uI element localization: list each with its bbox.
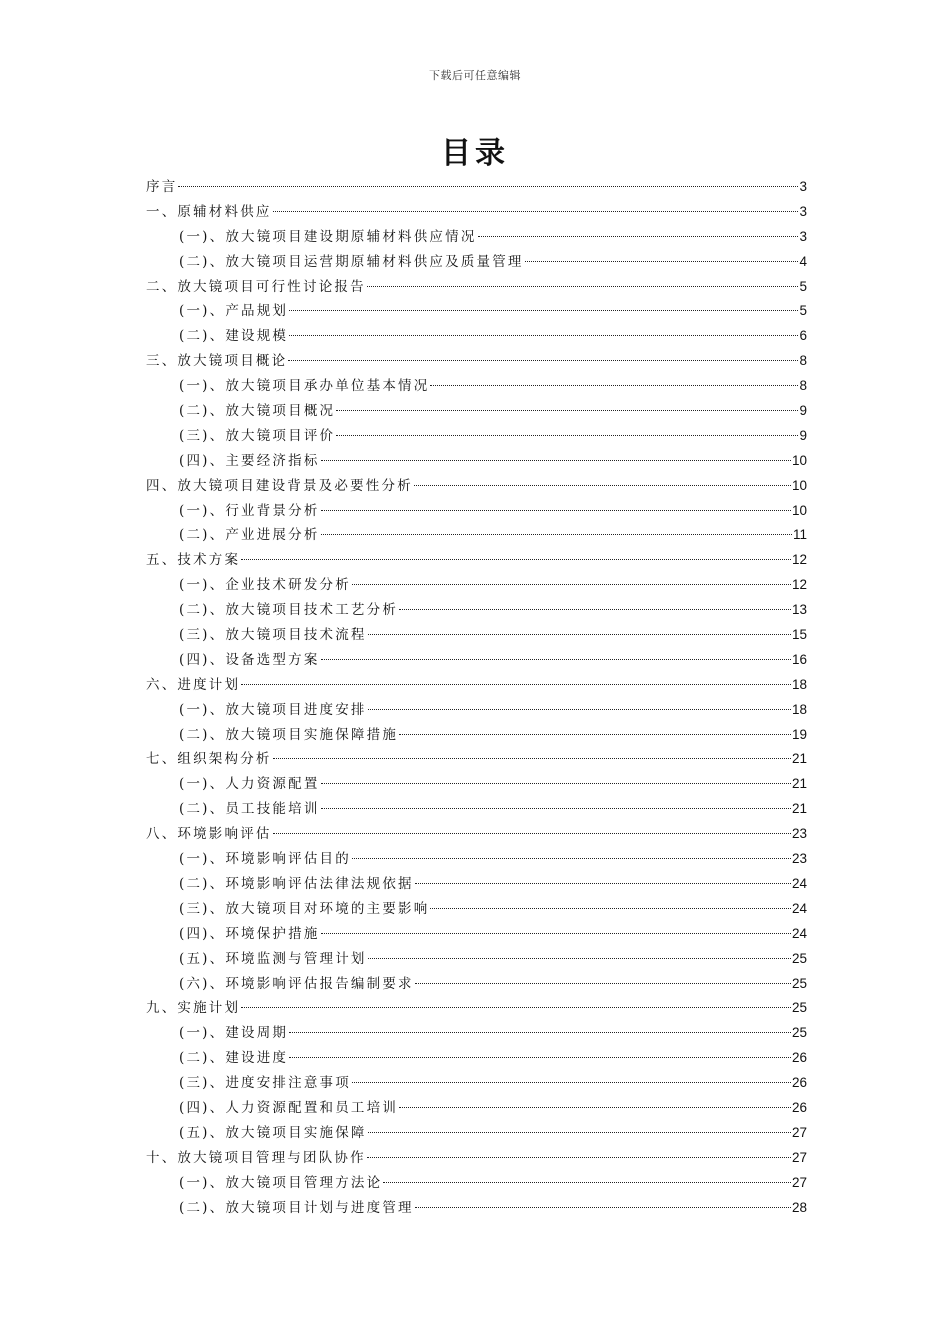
toc-dot-leader	[273, 758, 791, 759]
toc-dot-leader	[241, 684, 791, 685]
toc-entry-label: 六、进度计划	[146, 676, 241, 693]
toc-entry-label: 九、实施计划	[146, 1000, 241, 1017]
toc-page-number: 18	[791, 701, 807, 717]
toc-entry-label: (六)、环境影响评估报告编制要求	[179, 975, 414, 992]
toc-dot-leader	[178, 186, 798, 187]
toc-dot-leader	[321, 659, 791, 660]
toc-entry-section[interactable]	[146, 1021, 807, 1046]
toc-entry-label: (三)、放大镜项目对环境的主要影响	[179, 900, 430, 917]
toc-entry-label: (二)、放大镜项目概况	[179, 403, 336, 420]
toc-page-number: 26	[791, 1050, 807, 1066]
toc-dot-leader	[289, 1057, 791, 1058]
toc-dot-leader	[321, 783, 791, 784]
toc-entry-label: 十、放大镜项目管理与团队协作	[146, 1149, 366, 1166]
toc-page-number: 8	[799, 378, 807, 394]
toc-entry-section[interactable]	[146, 1196, 807, 1221]
toc-entry-label: (三)、放大镜项目评价	[179, 427, 336, 444]
toc-entry-section[interactable]	[146, 648, 807, 673]
toc-dot-leader	[241, 559, 791, 560]
toc-page-number: 21	[791, 776, 807, 792]
toc-entry-label: (三)、进度安排注意事项	[179, 1075, 351, 1092]
toc-page-number: 6	[799, 328, 807, 344]
toc-entry-section[interactable]	[146, 573, 807, 598]
toc-dot-leader	[367, 1157, 791, 1158]
toc-entry-section[interactable]	[146, 1096, 807, 1121]
toc-entry-label: (二)、产业进展分析	[179, 527, 320, 544]
toc-entry-section[interactable]	[146, 225, 807, 250]
toc-entry-label: (二)、建设规模	[179, 328, 289, 345]
toc-page-number: 12	[791, 552, 807, 568]
toc-entry-section[interactable]	[146, 499, 807, 524]
toc-page-number: 5	[799, 278, 807, 294]
toc-entry-label: (二)、放大镜项目运营期原辅材料供应及质量管理	[179, 253, 524, 270]
toc-entry-label: (一)、建设周期	[179, 1025, 289, 1042]
toc-dot-leader	[430, 908, 791, 909]
toc-page-number: 10	[791, 477, 807, 493]
toc-entry-section[interactable]	[146, 250, 807, 275]
toc-entry-label: (一)、放大镜项目管理方法论	[179, 1174, 383, 1191]
toc-entry-chapter[interactable]	[146, 474, 807, 499]
toc-entry-chapter[interactable]	[146, 673, 807, 698]
toc-entry-label: 八、环境影响评估	[146, 826, 272, 843]
toc-page-number: 24	[791, 925, 807, 941]
toc-page-number: 26	[791, 1075, 807, 1091]
toc-dot-leader	[415, 1207, 791, 1208]
toc-entry-section[interactable]	[146, 1046, 807, 1071]
toc-page-number: 16	[791, 651, 807, 667]
toc-dot-leader	[399, 734, 791, 735]
toc-entry-section[interactable]	[146, 374, 807, 399]
toc-entry-section[interactable]	[146, 1171, 807, 1196]
toc-entry-label: (一)、企业技术研发分析	[179, 577, 351, 594]
toc-entry-label: (一)、行业背景分析	[179, 502, 320, 519]
toc-dot-leader	[352, 858, 791, 859]
toc-dot-leader	[478, 236, 799, 237]
toc-entry-section[interactable]	[146, 897, 807, 922]
toc-entry-chapter[interactable]	[146, 349, 807, 374]
toc-page-number: 8	[799, 353, 807, 369]
toc-page-number: 13	[791, 602, 807, 618]
toc-page-number: 27	[791, 1124, 807, 1140]
toc-entry-label: (二)、放大镜项目实施保障措施	[179, 726, 399, 743]
toc-entry-section[interactable]	[146, 872, 807, 897]
toc-entry-section[interactable]	[146, 449, 807, 474]
toc-page-number: 18	[791, 676, 807, 692]
toc-page-number: 10	[791, 502, 807, 518]
toc-page-number: 26	[791, 1099, 807, 1115]
toc-entry-label: 七、组织架构分析	[146, 751, 272, 768]
toc-entry-chapter[interactable]	[146, 548, 807, 573]
toc-entry-section[interactable]	[146, 772, 807, 797]
toc-entry-section[interactable]	[146, 972, 807, 997]
toc-dot-leader	[415, 883, 791, 884]
toc-entry-label: (二)、环境影响评估法律法规依据	[179, 875, 414, 892]
toc-page-number: 12	[791, 577, 807, 593]
toc-dot-leader	[321, 534, 792, 535]
toc-entry-section[interactable]	[146, 299, 807, 324]
toc-entry-section[interactable]	[146, 922, 807, 947]
toc-page-number: 10	[791, 452, 807, 468]
page-header: 下载后可任意编辑	[429, 69, 521, 82]
toc-dot-leader	[241, 1007, 791, 1008]
toc-page-number: 3	[799, 228, 807, 244]
toc-page-number: 19	[791, 726, 807, 742]
toc-entry-label: (四)、主要经济指标	[179, 452, 320, 469]
toc-dot-leader	[352, 1082, 791, 1083]
toc-entry-label: (二)、建设进度	[179, 1050, 289, 1067]
toc-dot-leader	[430, 385, 798, 386]
toc-entry-section[interactable]	[146, 424, 807, 449]
table-of-contents	[146, 175, 807, 1220]
toc-entry-label: (五)、放大镜项目实施保障	[179, 1124, 367, 1141]
toc-entry-label: (一)、放大镜项目建设期原辅材料供应情况	[179, 228, 477, 245]
toc-page-number: 9	[799, 427, 807, 443]
toc-entry-label: (四)、人力资源配置和员工培训	[179, 1099, 399, 1116]
toc-dot-leader	[414, 485, 791, 486]
toc-entry-label: (四)、环境保护措施	[179, 925, 320, 942]
toc-dot-leader	[367, 286, 799, 287]
toc-page-number: 24	[791, 900, 807, 916]
toc-dot-leader	[288, 360, 798, 361]
toc-entry-label: 二、放大镜项目可行性讨论报告	[146, 278, 366, 295]
toc-dot-leader	[289, 310, 798, 311]
toc-page-number: 3	[799, 179, 807, 194]
toc-dot-leader	[289, 335, 798, 336]
toc-page-number: 24	[791, 875, 807, 891]
toc-entry-chapter[interactable]	[146, 822, 807, 847]
toc-entry-label: (三)、放大镜项目技术流程	[179, 627, 367, 644]
toc-entry-chapter[interactable]	[146, 747, 807, 772]
toc-page-number: 9	[799, 403, 807, 419]
toc-entry-chapter[interactable]	[146, 996, 807, 1021]
toc-dot-leader	[336, 410, 798, 411]
toc-entry-label: 三、放大镜项目概论	[146, 353, 288, 370]
toc-entry-label: (五)、环境监测与管理计划	[179, 950, 367, 967]
toc-page-number: 21	[791, 801, 807, 817]
toc-dot-leader	[321, 808, 791, 809]
toc-dot-leader	[383, 1182, 791, 1183]
toc-entry-section[interactable]	[146, 598, 807, 623]
toc-entry-section[interactable]	[146, 1071, 807, 1096]
toc-entry-label: 序言	[146, 179, 178, 195]
toc-page-number: 15	[791, 627, 807, 643]
toc-page-number: 23	[791, 826, 807, 842]
toc-dot-leader	[321, 460, 791, 461]
toc-dot-leader	[368, 709, 791, 710]
toc-page-number: 5	[799, 303, 807, 319]
toc-entry-chapter[interactable]	[146, 1146, 807, 1171]
toc-dot-leader	[352, 584, 791, 585]
toc-dot-leader	[273, 211, 799, 212]
toc-dot-leader	[368, 634, 791, 635]
toc-dot-leader	[273, 833, 791, 834]
toc-entry-label: 一、原辅材料供应	[146, 203, 272, 220]
toc-entry-label: (一)、放大镜项目进度安排	[179, 701, 367, 718]
toc-page-number: 28	[791, 1199, 807, 1215]
toc-dot-leader	[399, 1107, 791, 1108]
toc-entry-section[interactable]	[146, 1121, 807, 1146]
toc-entry-label: 四、放大镜项目建设背景及必要性分析	[146, 477, 413, 494]
toc-entry-label: (一)、环境影响评估目的	[179, 851, 351, 868]
toc-entry-section[interactable]	[146, 797, 807, 822]
toc-entry-section[interactable]	[146, 523, 807, 548]
toc-page-number: 25	[791, 950, 807, 966]
toc-dot-leader	[368, 958, 791, 959]
toc-entry-section[interactable]	[146, 723, 807, 748]
toc-page-number: 23	[791, 851, 807, 867]
toc-dot-leader	[289, 1032, 791, 1033]
toc-page-number: 25	[791, 1025, 807, 1041]
toc-entry-section[interactable]	[146, 399, 807, 424]
toc-entry-label: (四)、设备选型方案	[179, 651, 320, 668]
toc-dot-leader	[525, 261, 799, 262]
toc-dot-leader	[415, 983, 791, 984]
toc-entry-section[interactable]	[146, 324, 807, 349]
page-title: 目录	[441, 136, 509, 171]
toc-page-number: 4	[799, 253, 807, 269]
toc-dot-leader	[336, 435, 798, 436]
toc-entry-section[interactable]	[146, 698, 807, 723]
toc-dot-leader	[399, 609, 791, 610]
toc-entry-label: (一)、放大镜项目承办单位基本情况	[179, 378, 430, 395]
toc-entry-section[interactable]	[146, 847, 807, 872]
toc-page-number: 27	[791, 1149, 807, 1165]
toc-dot-leader	[368, 1132, 791, 1133]
toc-entry-chapter[interactable]	[146, 200, 807, 225]
toc-entry-label: (二)、员工技能培训	[179, 801, 320, 818]
toc-entry-label: (二)、放大镜项目技术工艺分析	[179, 602, 399, 619]
toc-page-number: 11	[792, 527, 807, 543]
toc-entry-label: (一)、人力资源配置	[179, 776, 320, 793]
toc-entry-label: (二)、放大镜项目计划与进度管理	[179, 1199, 414, 1216]
toc-entry-label: 五、技术方案	[146, 552, 241, 569]
toc-page-number: 3	[799, 203, 807, 219]
toc-entry-chapter[interactable]	[146, 175, 807, 200]
toc-page-number: 21	[791, 751, 807, 767]
toc-entry-chapter[interactable]	[146, 275, 807, 300]
toc-dot-leader	[321, 510, 791, 511]
toc-entry-section[interactable]	[146, 947, 807, 972]
toc-entry-section[interactable]	[146, 623, 807, 648]
toc-entry-label: (一)、产品规划	[179, 303, 289, 320]
toc-page-number: 25	[791, 975, 807, 991]
toc-page-number: 27	[791, 1174, 807, 1190]
toc-page-number: 25	[791, 1000, 807, 1016]
toc-dot-leader	[321, 933, 791, 934]
